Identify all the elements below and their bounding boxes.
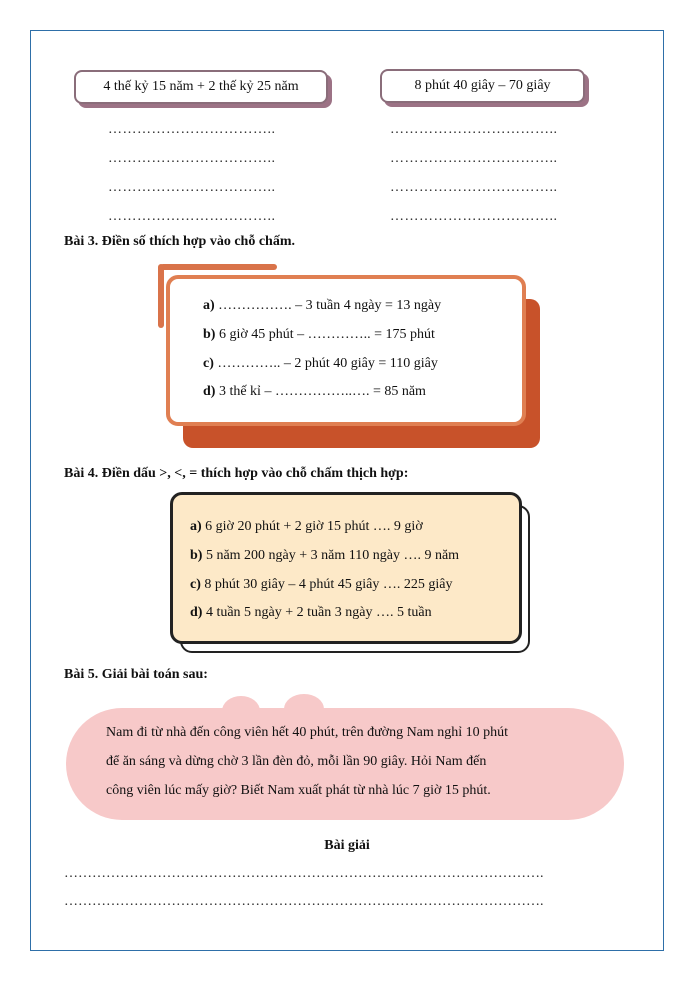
bai3-item-c: c) ………….. – 2 phút 40 giây = 110 giây [203, 356, 438, 371]
bai4-item-d: d) 4 tuần 5 ngày + 2 tuần 3 ngày …. 5 tuần [190, 605, 432, 620]
bai4-item-a: a) 6 giờ 20 phút + 2 giờ 15 phút …. 9 giờ [190, 519, 423, 534]
expression-box-left [74, 70, 328, 104]
solution-line[interactable]: …………………………………………………………………………………………. [64, 894, 544, 909]
bai5-heading: Bài 5. Giải bài toán sau: [64, 667, 208, 682]
bai3-heading: Bài 3. Điền số thích hợp vào chỗ chấm. [64, 234, 295, 249]
bai3-item-b: b) 6 giờ 45 phút – ………….. = 175 phút [203, 327, 435, 342]
solution-title: Bài giải [324, 838, 370, 853]
answer-line[interactable]: …………………………….. [108, 180, 276, 195]
answer-line[interactable]: …………………………….. [390, 122, 558, 137]
problem-line-2: để ăn sáng và dừng chờ 3 lần đèn đỏ, mỗi lần 90 giây. Hỏi Nam đến [106, 754, 487, 769]
answer-line[interactable]: …………………………….. [108, 209, 276, 224]
problem-line-1: Nam đi từ nhà đến công viên hết 40 phút, trên đường Nam nghỉ 10 phút [106, 725, 509, 740]
bai4-item-b: b) 5 năm 200 ngày + 3 năm 110 ngày …. 9 năm [190, 548, 460, 563]
bai3-item-d: d) 3 thế kỉ – ……………..…. = 85 năm [203, 384, 426, 399]
bai4-box [170, 492, 522, 644]
answer-line[interactable]: …………………………….. [108, 151, 276, 166]
bai4-item-c: c) 8 phút 30 giây – 4 phút 45 giây …. 225 giây [190, 577, 453, 592]
answer-line[interactable]: …………………………….. [390, 151, 558, 166]
bai4-heading: Bài 4. Điền dấu >, <, = thích hợp vào chỗ chấm thịch hợp: [64, 466, 409, 481]
expression-left-text: 4 thế kỷ 15 năm + 2 thế kỷ 25 năm [103, 79, 299, 94]
answer-line[interactable]: …………………………….. [108, 122, 276, 137]
bai3-item-a: a) ……………. – 3 tuần 4 ngày = 13 ngày [203, 298, 442, 313]
bai3-decor-bar [160, 264, 277, 270]
answer-line[interactable]: …………………………….. [390, 180, 558, 195]
expression-box-right [380, 69, 585, 103]
problem-line-3: công viên lúc mấy giờ? Biết Nam xuất phát từ nhà lúc 7 giờ 15 phút. [106, 783, 491, 798]
answer-line[interactable]: …………………………….. [390, 209, 558, 224]
solution-line[interactable]: …………………………………………………………………………………………. [64, 866, 544, 881]
expression-right-text: 8 phút 40 giây – 70 giây [414, 78, 551, 93]
bai3-decor-side [158, 264, 164, 328]
